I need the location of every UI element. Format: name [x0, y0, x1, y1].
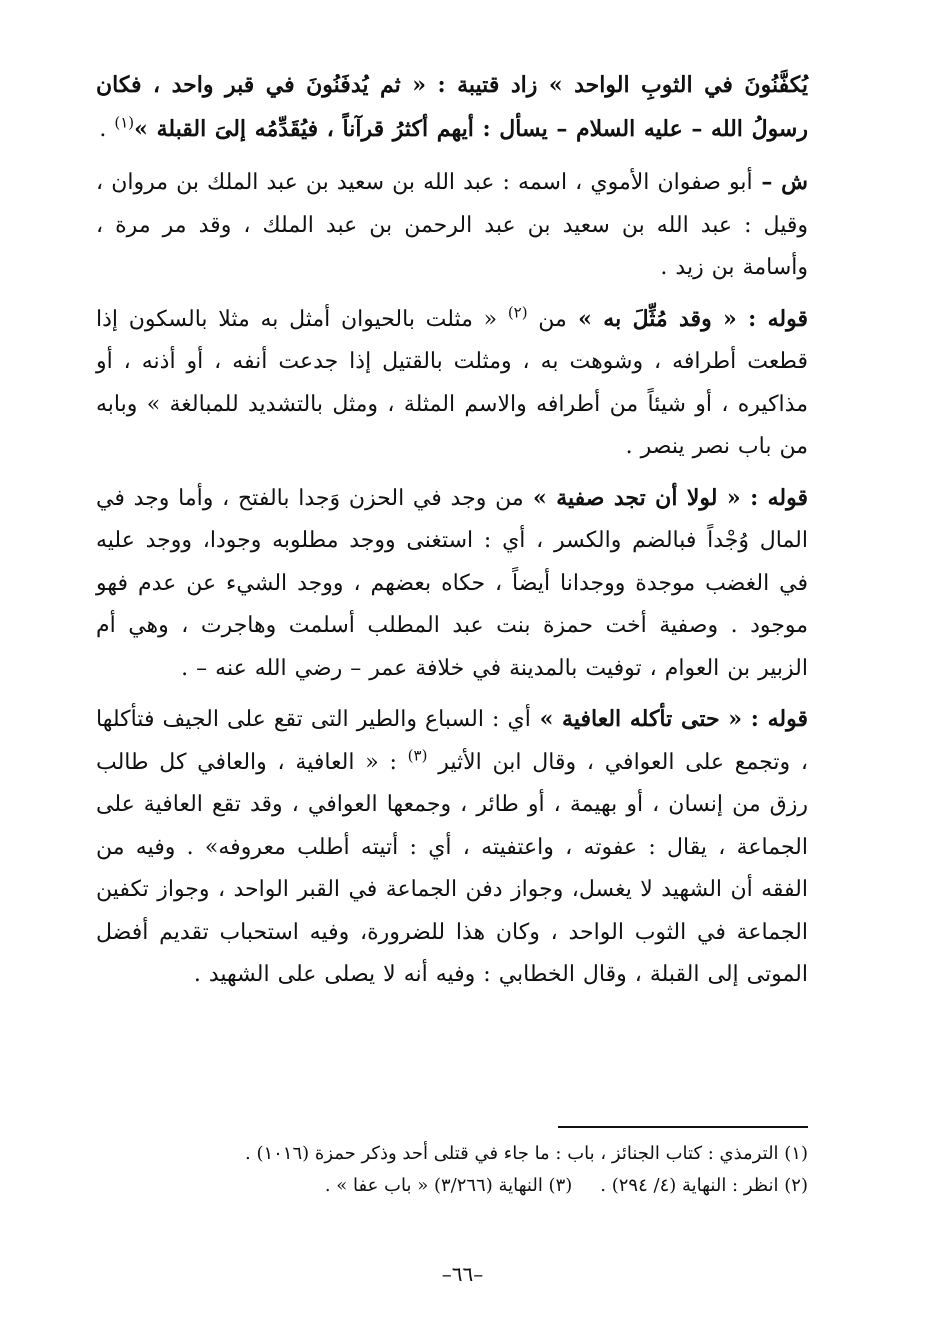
footnote-ref-1: (١) [114, 113, 135, 132]
commentary-text: « مثلت بالحيوان أمثل به مثلا بالسكون إذا قطعت أطرافه ، وشوهت به ، ومثلت بالقتيل إذا جدعت أنفه ، أو أذنه ، أو مذاكيره ، أو شيئاً من أطرافه والاسم المثلة ، ومثل بالتشديد للمبالغة » وبابه من باب نصر ينصر . [96, 306, 808, 459]
commentary-text: : « العافية ، والعافي كل طالب رزق من إنسان ، أو بهيمة ، أو طائر ، وجمعها العوافي ، وقد تقع العافية على الجماعة ، يقال : عفوته ، واعتفيته ، أي : أتيته أطلب معروفه» . وفيه من الفقه أن الشهيد لا يغسل، وجواز دفن الجماعة في القبر الواحد ، وجواز تكفين الجماعة في الثوب الواحد ، وكان هذا للضرورة، وفيه استحباب تقديم أفضل الموتى إلى القبلة ، وقال الخطابي : وفيه أنه لا يصلى على الشهيد . [96, 749, 808, 987]
commentary-paragraph-3 [96, 477, 808, 691]
commentary-text: أبو صفوان الأموي ، اسمه : عبد الله بن سعيد بن عبد الملك بن مروان ، وقيل : عبد الله بن سعيد بن عبد الرحمن بن عبد الملك ، وقد مر مرة ، وأسامة بن زيد . [96, 170, 808, 280]
hadith-text: يُكفَّنُونَ في الثوبِ الواحد » زاد قتيبة : « ثم يُدفَنُونَ في قبر واحد ، فكان رسولُ الله – عليه السلام – يسأل : أيهم أكثرُ قرآناً ، فيُقَدِّمُه إلىَ القبلة » [96, 72, 808, 142]
footnote-1: (١) الترمذي : كتاب الجنائز ، باب : ما جاء في قتلى أحد وذكر حمزة (١٠١٦) . [245, 1143, 808, 1164]
footnote-separator [558, 1126, 808, 1128]
footnote-2: (٢) انظر : النهاية (٤/ ٢٩٤) . [600, 1175, 808, 1196]
page-number: –٦٦– [441, 1262, 484, 1286]
commentary-text: أي : السباع والطير التى تقع على الجيف فتأكلها ، وتجمع على العوافي ، وقال ابن الأثير [96, 707, 808, 775]
commentary-paragraph-2 [96, 298, 808, 469]
commentary-paragraph-1 [96, 161, 808, 290]
trailing-punct: . [99, 116, 115, 142]
footnote-3: (٣) النهاية (٣/٢٦٦) « باب عفا » . [324, 1175, 573, 1196]
lemma-heading: قوله : « لولا أن تجد صفية » [523, 484, 808, 511]
hadith-text-paragraph [96, 64, 808, 151]
commentary-text: من وجد في الحزن وَجدا بالفتح ، وأما وجد في المال وُجْداً فبالضم والكسر ، أي : استغنى ووجد مطلوبه وجودا، ووجد عليه في الغضب موجدة ووجدانا أيضاً ، حكاه بعضهم ، ووجد الشيء عن عدم فهو موجود . وصفية أخت حمزة بنت عبد المطلب أسلمت وهاجرت ، وهي أم الزبير بن العوام ، توفيت بالمدينة في خلافة عمر – رضي الله عنه – . [96, 485, 808, 681]
page-body [96, 64, 808, 1274]
commentary-marker: ش – [752, 169, 808, 195]
footnote-ref-2: (٢) [507, 303, 528, 322]
commentary-paragraph-4 [96, 698, 808, 997]
footnote-line-2 [96, 1170, 808, 1202]
lemma-heading: قوله : « حتى تأكله العافية » [530, 706, 809, 732]
footnote-ref-3: (٣) [407, 746, 428, 765]
footnotes [96, 1138, 808, 1202]
lemma-heading: قوله : « وقد مُثِّلَ به » [566, 305, 809, 332]
footnote-line-1 [96, 1138, 808, 1170]
commentary-text: من [527, 306, 567, 332]
